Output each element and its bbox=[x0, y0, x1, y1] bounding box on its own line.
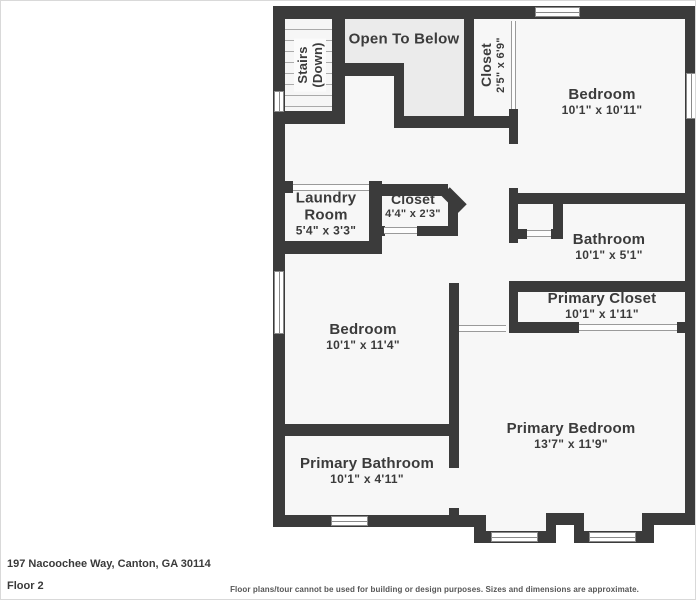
wall-stairs-bottom bbox=[273, 111, 345, 124]
wall-bay-right-side bbox=[642, 515, 654, 543]
room-label-open-to-below: Open To Below bbox=[348, 30, 460, 48]
window-primary-bathroom bbox=[331, 516, 368, 526]
room-label-bathroom: Bathroom 10'1" x 5'1" bbox=[572, 231, 646, 262]
window-left-stairs bbox=[274, 91, 284, 112]
wall-primary-closet-bottom-left bbox=[509, 322, 579, 333]
window-bay-left bbox=[491, 532, 538, 542]
wall-hall-closet-bottom bbox=[417, 226, 458, 236]
window-left-bedroom bbox=[274, 271, 284, 334]
floor-number-text: Floor 2 bbox=[7, 580, 44, 592]
wall-primary-closet-bottom-right bbox=[677, 322, 696, 333]
door-primary-bedroom-entry bbox=[459, 325, 506, 332]
window-top-bedroom bbox=[535, 7, 580, 17]
room-label-primary-closet: Primary Closet 10'1" x 1'11" bbox=[547, 290, 657, 321]
wall-bathroom-top bbox=[509, 193, 696, 204]
wall-primary-bath-door-stub bbox=[449, 508, 459, 527]
wall-laundry-bottom bbox=[273, 241, 382, 254]
window-bay-right bbox=[589, 532, 636, 542]
room-label-closet-hall: Closet 4'4" x 2'3" bbox=[385, 191, 441, 220]
wall-exterior-left bbox=[273, 6, 285, 527]
room-label-bedroom-left: Bedroom 10'1" x 11'4" bbox=[326, 321, 400, 352]
wall-closet-top-left bbox=[464, 6, 474, 128]
room-label-bedroom-right: Bedroom 10'1" x 10'11" bbox=[561, 86, 643, 117]
wall-corridor-upper bbox=[509, 109, 518, 144]
room-label-primary-bathroom: Primary Bathroom 10'1" x 4'11" bbox=[299, 455, 435, 486]
wall-open-below-bottom-right bbox=[404, 116, 514, 128]
wall-bedroom-primary-divider bbox=[449, 283, 459, 468]
address-text: 197 Nacoochee Way, Canton, GA 30114 bbox=[7, 558, 211, 570]
wall-bath-nook-bottom-left bbox=[509, 229, 527, 239]
door-bath-nook bbox=[527, 230, 551, 237]
door-primary-closet-sliding bbox=[579, 324, 677, 331]
room-label-laundry: Laundry Room 5'4" x 3'3" bbox=[295, 189, 357, 238]
door-hall-closet bbox=[384, 227, 417, 234]
wall-bath-nook-bottom-right bbox=[551, 229, 563, 239]
door-bedroom-closet-sliding bbox=[511, 21, 516, 109]
disclaimer-text: Floor plans/tour cannot be used for building or design purposes. Sizes and dimensions are approximate. bbox=[230, 585, 639, 594]
room-label-closet-top: Closet 2'5" x 6'9" bbox=[478, 37, 507, 93]
window-right-bedroom bbox=[686, 73, 696, 119]
wall-open-below-notch bbox=[394, 63, 404, 128]
wall-bedroom-bathroom-divider bbox=[273, 424, 459, 436]
room-label-stairs: Stairs (Down) bbox=[294, 38, 326, 91]
room-label-primary-bedroom: Primary Bedroom 13'7" x 11'9" bbox=[506, 420, 636, 451]
wall-stairs-right bbox=[332, 6, 345, 124]
